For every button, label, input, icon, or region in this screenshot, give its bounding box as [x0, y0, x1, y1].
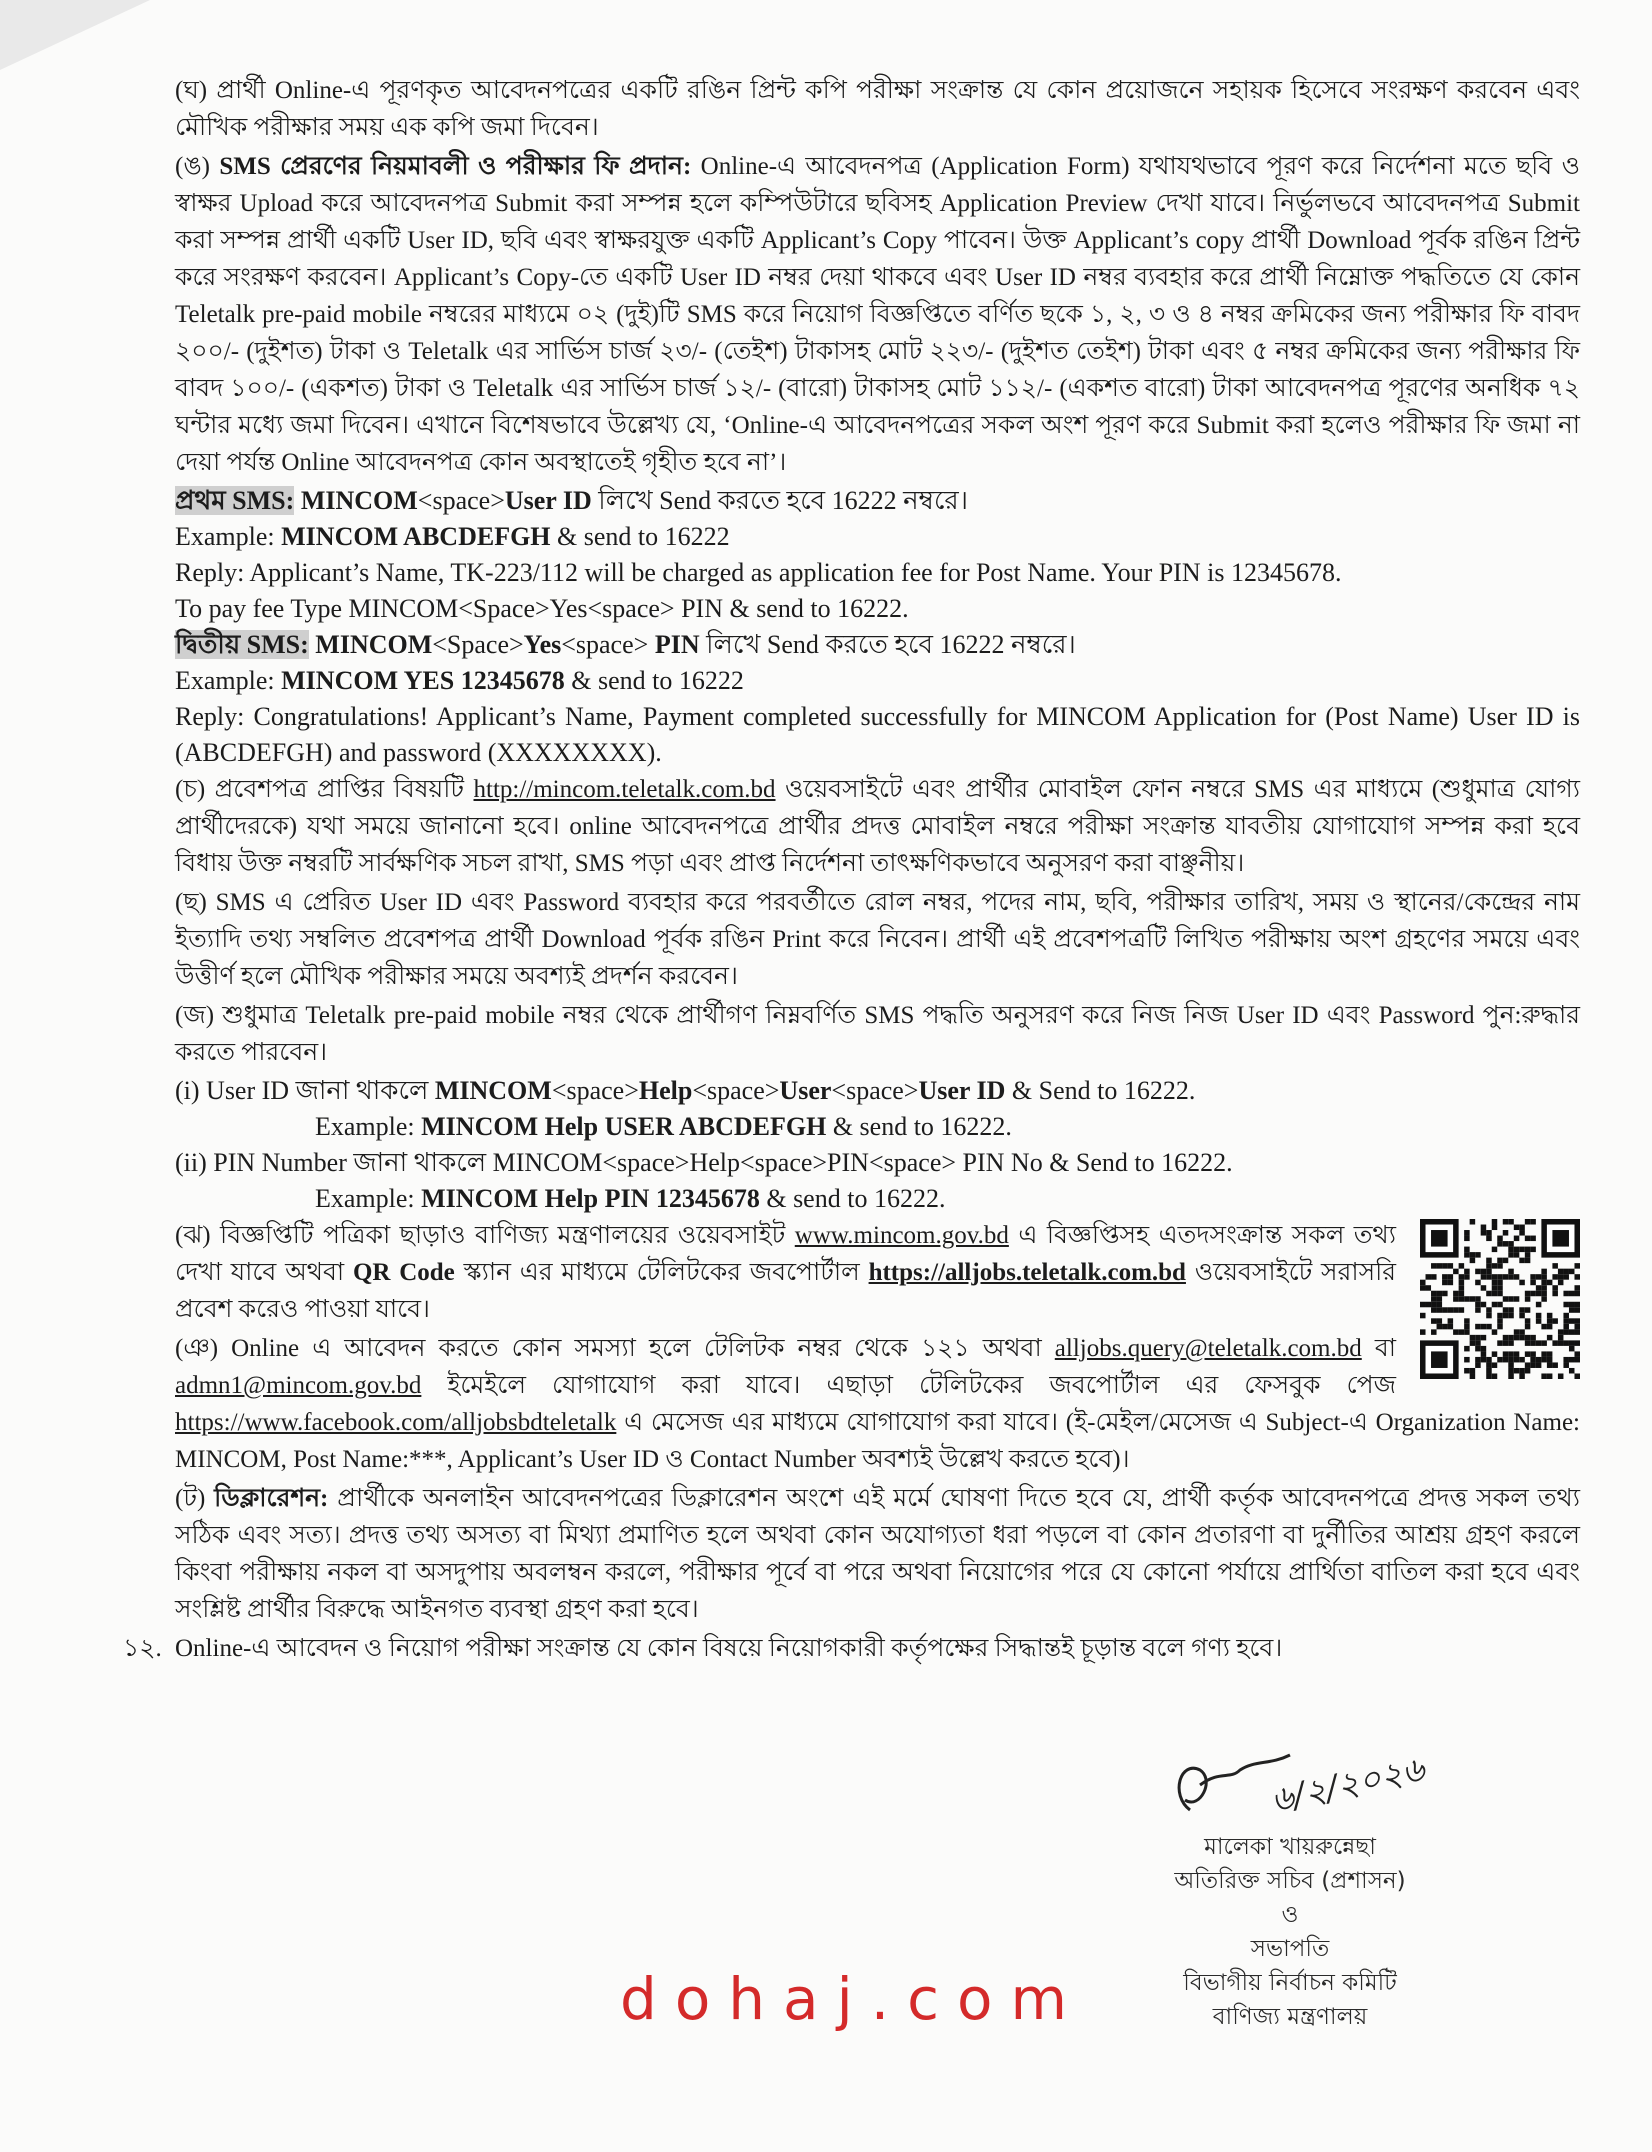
signatory-role: সভাপতি	[1250, 1936, 1330, 1962]
paragraph-jha	[175, 1217, 1580, 1328]
text-segment: (ঞ) Online এ আবেদন করতে কোন সমস্যা হলে টেলিটক নম্বর থেকে ১২১ অথবা	[175, 1335, 1055, 1362]
text-segment: Example:	[315, 1184, 422, 1213]
text-segment: <space>	[417, 486, 505, 515]
password-recovery-instructions	[175, 1073, 1580, 1217]
text-segment: <space>	[831, 1076, 919, 1105]
signature-block	[1120, 1740, 1460, 2034]
text-segment: <space>	[551, 1076, 639, 1105]
paragraph-nya	[175, 1330, 1580, 1478]
text-segment: এ বিজ্ঞপ্তিসহ এতদসংক্রান্ত সকল তথ্য দেখা যাবে অথবা	[175, 1222, 1396, 1286]
instruction-line	[175, 555, 1580, 591]
text-segment: লিখে Send করতে হবে 16222 নম্বরে।	[699, 630, 1076, 659]
instruction-line	[175, 483, 1580, 519]
section-number: ১২.	[123, 1635, 162, 1662]
instruction-line	[175, 663, 1580, 699]
text-segment: (ঝ) বিজ্ঞপ্তিটি পত্রিকা ছাড়াও বাণিজ্য মন্ত্রণালয়ের ওয়েবসাইট	[175, 1222, 795, 1249]
text-segment: MINCOM	[300, 486, 418, 515]
text-segment: (ট)	[175, 1485, 215, 1512]
text-segment: (ছ) SMS এ প্রেরিত User ID এবং Password ব্যবহার করে পরবর্তীতে রোল নম্বর, পদের নাম, ছবি, পরীক্ষার তারিখ, সময় ও স্থানের/কেন্দ্রের নাম ইত্যাদি তথ্য সম্বলিত প্রবেশপত্র প্রার্থী Download পূর্বক রঙিন Print করে নিবেন। প্রার্থী এই প্রবেশপত্রটি লিখিত পরীক্ষায় অংশ গ্রহণের সময়ে এবং উত্তীর্ণ হলে মৌখিক পরীক্ষার সময়ে অবশ্যই প্রদর্শন করবেন।	[175, 889, 1580, 990]
text-segment: MINCOM	[434, 1076, 552, 1105]
text-segment: User ID	[504, 486, 592, 515]
handwritten-signature	[1120, 1740, 1460, 1830]
signatory-name: মালেকা খায়রুন্নেছা	[1204, 1834, 1376, 1860]
paragraph-cha	[175, 771, 1580, 882]
paragraph-uma	[175, 148, 1580, 481]
text-segment: <Space>	[432, 630, 524, 659]
text-segment: Help	[638, 1076, 693, 1105]
text-segment: User	[779, 1076, 832, 1105]
instruction-line	[175, 591, 1580, 627]
text-segment: Example:	[315, 1112, 422, 1141]
text-segment: & send to 16222.	[826, 1112, 1012, 1141]
text-segment: QR Code	[352, 1259, 455, 1286]
text-segment: To pay fee Type MINCOM<Space>Yes<space> PIN & send to 16222.	[175, 594, 909, 623]
paragraph-ta	[175, 1480, 1580, 1628]
text-segment: <space>	[561, 630, 655, 659]
instruction-line	[175, 1145, 1580, 1181]
instruction-line	[175, 1073, 1580, 1109]
text-segment: & Send to 16222.	[1005, 1076, 1196, 1105]
text-segment: বা	[1361, 1335, 1396, 1362]
text-segment: স্ক্যান এর মাধ্যমে টেলিটকের জবপোর্টাল	[454, 1259, 869, 1286]
text-segment: MINCOM	[315, 630, 433, 659]
link[interactable]: www.mincom.gov.bd	[794, 1222, 1009, 1249]
highlighted-label: দ্বিতীয় SMS:	[175, 630, 309, 659]
text-segment: (ঙ)	[175, 153, 220, 180]
paragraph-gha	[175, 72, 1580, 146]
text-segment: SMS প্রেরণের নিয়মাবলী ও পরীক্ষার ফি প্রদান:	[219, 153, 692, 180]
signatory-conjunction: ও	[1281, 1902, 1299, 1928]
text-segment: ওয়েবসাইটে এবং প্রার্থীর মোবাইল ফোন নম্বরে SMS এর মাধ্যমে (শুধুমাত্র যোগ্য প্রার্থীদেরকে) যথা সময়ে জানানো হবে। online আবেদনপত্রে প্রার্থীর প্রদত্ত মোবাইল নম্বরে পরীক্ষা সংক্রান্ত যাবতীয় যোগাযোগ সম্পন্ন করা হবে বিধায় উক্ত নম্বরটি সার্বক্ষণিক সচল রাখা, SMS পড়া এবং প্রাপ্ত নির্দেশনা তাৎক্ষণিকভাবে অনুসরণ করা বাঞ্ছনীয়।	[175, 776, 1580, 877]
text-segment: (জ) শুধুমাত্র Teletalk pre-paid mobile নম্বর থেকে প্রার্থীগণ নিম্নবর্ণিত SMS পদ্ধতি অনুসরণ করে নিজ নিজ User ID এবং Password পুন:রুদ্ধার করতে পারবেন।	[175, 1002, 1580, 1066]
qr-code-icon[interactable]	[1420, 1219, 1580, 1379]
link[interactable]: http://mincom.teletalk.com.bd	[473, 776, 776, 803]
text-segment: MINCOM YES 12345678	[281, 666, 565, 695]
text-segment: Reply: Applicant’s Name, TK-223/112 will be charged as application fee for Post Name. Your PIN is 12345678.	[175, 558, 1342, 587]
signatory-designation: অতিরিক্ত সচিব (প্রশাসন)	[1174, 1868, 1406, 1894]
link[interactable]: https://www.facebook.com/alljobsbdteletalk	[175, 1409, 617, 1436]
text-segment: Yes	[523, 630, 562, 659]
text-segment: & send to 16222	[564, 666, 744, 695]
text-segment: Example:	[175, 666, 282, 695]
signatory-committee: বিভাগীয় নির্বাচন কমিটি	[1183, 1970, 1397, 1996]
instruction-line	[175, 1109, 1580, 1145]
text-segment: (i) User ID জানা থাকলে	[175, 1076, 435, 1105]
text-segment: Example:	[175, 522, 282, 551]
text-segment: MINCOM Help USER ABCDEFGH	[421, 1112, 827, 1141]
section-12	[123, 1630, 1580, 1667]
page-corner-fold	[0, 0, 150, 70]
text-segment: প্রার্থীকে অনলাইন আবেদনপত্রের ডিক্লারেশন অংশে এই মর্মে ঘোষণা দিতে হবে যে, প্রার্থী কর্তৃক আবেদনপত্রে প্রদত্ত সকল তথ্য সঠিক এবং সত্য। প্রদত্ত তথ্য অসত্য বা মিথ্যা প্রমাণিত হলে অথবা কোন অযোগ্যতা ধরা পড়লে বা কোন প্রতারণা বা দুর্নীতির আশ্রয় গ্রহণ করলে কিংবা পরীক্ষায় নকল বা অসদুপায় অবলম্বন করলে, পরীক্ষার পূর্বে বা পরে অথবা নিয়োগের পরে যে কোনো পর্যায়ে প্রার্থিতা বাতিল করা হবে এবং সংশ্লিষ্ট প্রার্থীর বিরুদ্ধে আইনগত ব্যবস্থা গ্রহণ করা হবে।	[175, 1485, 1580, 1623]
sms-instructions	[175, 483, 1580, 771]
text-segment: ইমেইলে যোগাযোগ করা যাবে। এছাড়া টেলিটকের জবপোর্টাল এর ফেসবুক পেজ	[421, 1372, 1396, 1399]
text-segment: User ID	[918, 1076, 1006, 1105]
instruction-line	[175, 519, 1580, 555]
paragraph-ja	[175, 997, 1580, 1071]
instruction-line	[175, 1181, 1580, 1217]
highlighted-label: প্রথম SMS:	[175, 486, 295, 515]
text-segment: PIN	[654, 630, 700, 659]
text-segment: <space>	[692, 1076, 780, 1105]
watermark: dohaj.com	[620, 1965, 1086, 2033]
text-segment: MINCOM Help PIN 12345678	[421, 1184, 760, 1213]
text-segment: (চ) প্রবেশপত্র প্রাপ্তির বিষয়টি	[175, 776, 474, 803]
link[interactable]: alljobs.query@teletalk.com.bd	[1054, 1335, 1362, 1362]
text-segment: এ মেসেজ এর মাধ্যমে যোগাযোগ করা যাবে। (ই-মেইল/মেসেজ এ Subject-এ Organization Name: MINCOM, Post Name:***, Applicant’s User ID ও Contact Number অবশ্যই উল্লেখ করতে হবে)।	[175, 1409, 1580, 1473]
instruction-line	[175, 699, 1580, 771]
text-segment: Reply: Congratulations! Applicant’s Name, Payment completed successfully for MINCOM Application for (Post Name) User ID is (ABCDEFGH) and password (XXXXXXXX).	[175, 702, 1580, 767]
signatory-ministry: বাণিজ্য মন্ত্রণালয়	[1212, 2004, 1368, 2030]
document-body	[123, 72, 1580, 1669]
link[interactable]: admn1@mincom.gov.bd	[175, 1372, 422, 1399]
text-segment: ওয়েবসাইটে সরাসরি প্রবেশ করেও পাওয়া যাবে।	[175, 1259, 1396, 1323]
text-segment: MINCOM ABCDEFGH	[281, 522, 551, 551]
text-segment: ডিক্লারেশন:	[214, 1485, 329, 1512]
instruction-line	[175, 627, 1580, 663]
text-segment: & send to 16222	[550, 522, 730, 551]
text-segment: (ঘ) প্রার্থী Online-এ পূরণকৃত আবেদনপত্রের একটি রঙিন প্রিন্ট কপি পরীক্ষা সংক্রান্ত যে কোন প্রয়োজনে সহায়ক হিসেবে সংরক্ষণ করবেন এবং মৌখিক পরীক্ষার সময় এক কপি জমা দিবেন।	[175, 77, 1580, 141]
text-segment: & send to 16222.	[759, 1184, 946, 1213]
text-segment: Online-এ আবেদনপত্র (Application Form) যথাযথভাবে পূরণ করে নির্দেশনা মতে ছবি ও স্বাক্ষর Upload করে আবেদনপত্র Submit করা সম্পন্ন হলে কম্পিউটারে ছবিসহ Application Preview দেখা যাবে। নির্ভুলভবে আবেদনপত্র Submit করা সম্পন্ন প্রার্থী একটি User ID, ছবি এবং স্বাক্ষরযুক্ত একটি Applicant’s Copy পাবেন। উক্ত Applicant’s copy প্রার্থী Download পূর্বক রঙিন প্রিন্ট করে সংরক্ষণ করবেন। Applicant’s Copy-তে একটি User ID নম্বর দেয়া থাকবে এবং User ID নম্বর ব্যবহার করে প্রার্থী নিম্নোক্ত পদ্ধতিতে যে কোন Teletalk pre-paid mobile নম্বরের মাধ্যমে ০২ (দুই)টি SMS করে নিয়োগ বিজ্ঞপ্তিতে বর্ণিত ছকে ১, ২, ৩ ও ৪ নম্বর ক্রমিকের জন্য পরীক্ষার ফি বাবদ ২০০/- (দুইশত) টাকা ও Teletalk এর সার্ভিস চার্জ ২৩/- (তেইশ) টাকাসহ মোট ২২৩/- (দুইশত তেইশ) টাকা এবং ৫ নম্বর ক্রমিকের জন্য পরীক্ষার ফি বাবদ ১০০/- (একশত) টাকা ও Teletalk এর সার্ভিস চার্জ ১২/- (বারো) টাকাসহ মোট ১১২/- (একশত বারো) টাকা আবেদনপত্র পূরণের অনধিক ৭২ ঘন্টার মধ্যে জমা দিবেন। এখানে বিশেষভাবে উল্লেখ্য যে, ‘Online-এ আবেদনপত্রের সকল অংশ পূরণ করে Submit করা হলেও পরীক্ষার ফি জমা না দেয়া পর্যন্ত Online আবেদনপত্র কোন অবস্থাতেই গৃহীত হবে না’।	[175, 153, 1580, 476]
link[interactable]: https://alljobs.teletalk.com.bd	[868, 1259, 1186, 1286]
text-segment: লিখে Send করতে হবে 16222 নম্বরে।	[591, 486, 969, 515]
section-12-text: Online-এ আবেদন ও নিয়োগ পরীক্ষা সংক্রান্ত যে কোন বিষয়ে নিয়োগকারী কর্তৃপক্ষের সিদ্ধান্তই চূড়ান্ত বলে গণ্য হবে।	[175, 1635, 1283, 1662]
text-segment: (ii) PIN Number জানা থাকলে MINCOM<space>Help<space>PIN<space> PIN No & Send to 16222.	[175, 1148, 1233, 1177]
signature-date: ৬/২/২০২৬	[1267, 1749, 1429, 1821]
paragraph-chha	[175, 884, 1580, 995]
